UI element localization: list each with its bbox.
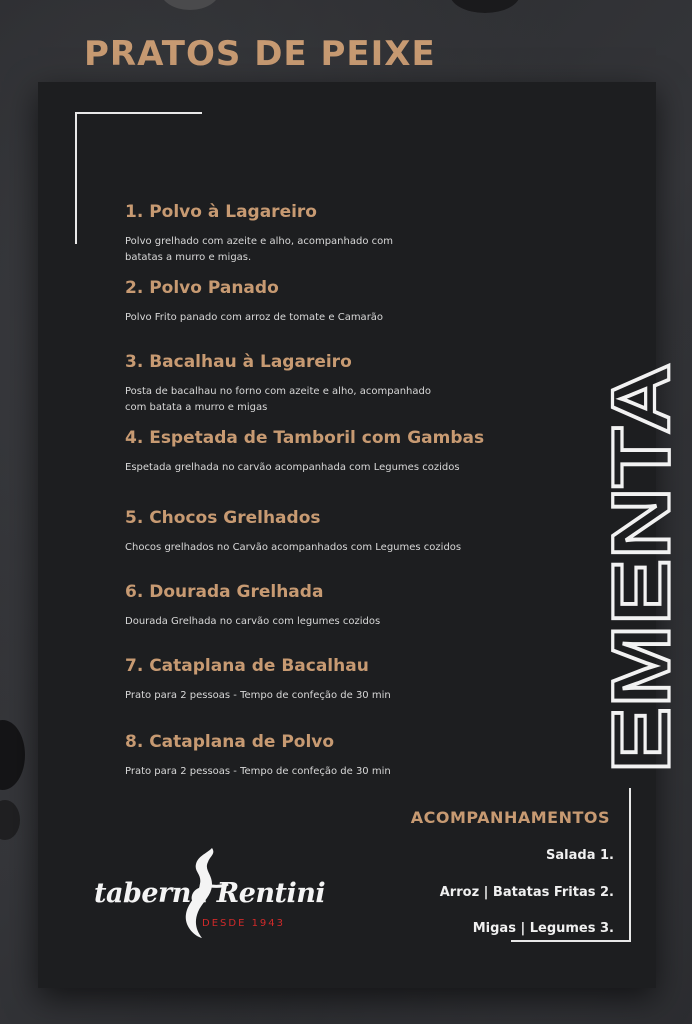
restaurant-logo	[88, 842, 326, 942]
corner-frame-top-left	[75, 112, 202, 244]
menu-item-description: Chocos grelhados no Carvão acompanhados com Legumes cozidos	[125, 542, 462, 553]
accompaniment-item: Salada 1.	[546, 848, 614, 863]
decorative-stone	[0, 720, 25, 790]
page-title: PRATOS DE PEIXE	[84, 34, 436, 74]
menu-item-title: 1. Polvo à Lagareiro	[125, 202, 317, 222]
menu-item-title: 8. Cataplana de Polvo	[125, 732, 335, 752]
decorative-shell	[160, 0, 220, 10]
accompaniment-item: Arroz | Batatas Fritas 2.	[439, 885, 614, 900]
menu-item-description: Polvo grelhado com azeite e alho, acompanhado com	[125, 236, 393, 247]
menu-item-title: 2. Polvo Panado	[125, 278, 279, 298]
menu-item-description: com batata a murro e migas	[125, 402, 268, 413]
menu-card	[38, 82, 687, 988]
decorative-stone	[0, 800, 20, 840]
menu-item-description: Espetada grelhada no carvão acompanhada com Legumes cozidos	[125, 462, 460, 473]
menu-item-description: batatas a murro e migas.	[125, 252, 252, 263]
ementa-text: EMENTA	[596, 432, 687, 773]
menu-item-title: 4. Espetada de Tamboril com Gambas	[125, 428, 485, 448]
menu-item-title: 5. Chocos Grelhados	[125, 508, 321, 528]
menu-item-title: 3. Bacalhau à Lagareiro	[125, 352, 352, 372]
menu-item-title: 7. Cataplana de Bacalhau	[125, 656, 369, 676]
vertical-ementa-label	[585, 363, 687, 773]
logo-since: DESDE 1943	[202, 918, 286, 929]
decorative-stone	[450, 0, 520, 13]
menu-item-description: Polvo Frito panado com arroz de tomate e Camarão	[125, 312, 384, 323]
menu-item-description: Prato para 2 pessoas - Tempo de confeção de 30 min	[125, 766, 391, 777]
menu-item-description: Dourada Grelhada no carvão com legumes cozidos	[125, 616, 381, 627]
menu-item-description: Prato para 2 pessoas - Tempo de confeção de 30 min	[125, 690, 391, 701]
menu-item-title: 6. Dourada Grelhada	[125, 582, 324, 602]
accompaniment-item: Migas | Legumes 3.	[472, 921, 614, 936]
logo-name: taberna Rentini	[94, 878, 326, 909]
accompaniments-title: ACOMPANHAMENTOS	[410, 808, 610, 827]
menu-item-description: Posta de bacalhau no forno com azeite e alho, acompanhado	[125, 386, 431, 397]
